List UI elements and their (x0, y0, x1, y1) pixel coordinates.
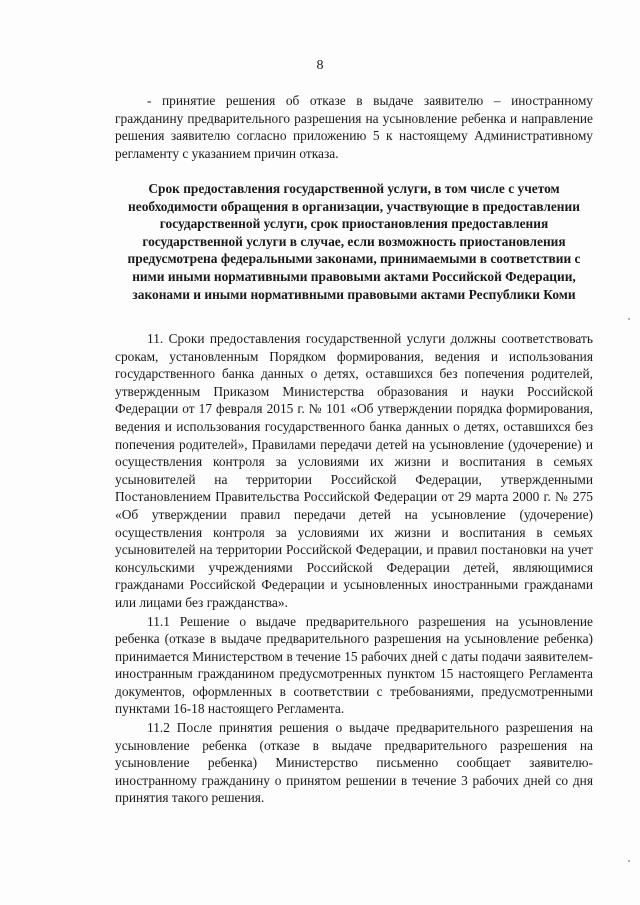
intro-paragraph: - принятие решения об отказе в выдаче заявителю – иностранному гражданину предварительного разрешения на усыновление ребенка и направление решения заявителю согласно приложению 5 к настоящему Административному регламенту с указанием причин отказа. (115, 93, 593, 161)
section-heading: Срок предоставления государственной услуги, в том числе с учетом необходимости обращения в организации, участвующие в предоставлении государственной услуги, срок приостановления предоставления государственной услуги в случае, если возможность приостановления предусмотрена федеральными законами, принимаемыми в соответствии с ними иными нормативными правовыми актами Российской Федерации, законами и иными нормативными правовыми актами Республики Коми (127, 181, 581, 302)
scan-speck (628, 318, 630, 320)
intro-paragraph-block (115, 92, 593, 162)
body-paragraphs (115, 330, 593, 807)
scan-speck (628, 860, 630, 862)
paragraph-11-1: 11.1 Решение о выдаче предварительного разрешения на усыновление ребенка (отказе в выдаче предварительного разрешения на усыновление ребенка) принимается Министерством в течение 15 рабочих дней с даты подачи заявителем-иностранным гражданином предусмотренных пунктом 15 настоящего Регламента документов, оформленных в соответствии с требованиями, предусмотренными пунктами 16-18 настоящего Регламента. (115, 613, 593, 717)
paragraph-11-2: 11.2 После принятия решения о выдаче предварительного разрешения на усыновление ребенка (отказе в выдаче предварительного разрешения на усыновление ребенка) Министерство письменно сообщает заявителю-иностранному гражданину о принятом решении в течение 3 рабочих дней со дня принятия такого решения. (115, 720, 593, 806)
paragraph-11: 11. Сроки предоставления государственной услуги должны соответствовать срокам, установленным Порядком формирования, ведения и использования государственного банка данных о детях, оставшихся без попечения родителей, утвержденным Приказом Министерства образования и науки Российской Федерации от 17 февраля 2015 г. № 101 «Об утверждении порядка формирования, ведения и использования государственного банка данных о детях, оставшихся без попечения родителей», Правилами передачи детей на усыновление (удочерение) и осуществления контроля за условиями их жизни и воспитания в семьях усыновителей на территории Российской Федерации, утвержденными Постановлением Правительства Российской Федерации от 29 марта 2000 г. № 275 «Об утверждении правил передачи детей на усыновление (удочерение) осуществления контроля за условиями их жизни и воспитания в семьях усыновителей на территории Российской Федерации, и правил постановки на учет консульскими учреждениями Российской Федерации детей, являющимися гражданами Российской Федерации и усыновленных иностранными гражданами или лицами без гражданства». (115, 331, 593, 610)
page-number: 8 (316, 58, 324, 73)
